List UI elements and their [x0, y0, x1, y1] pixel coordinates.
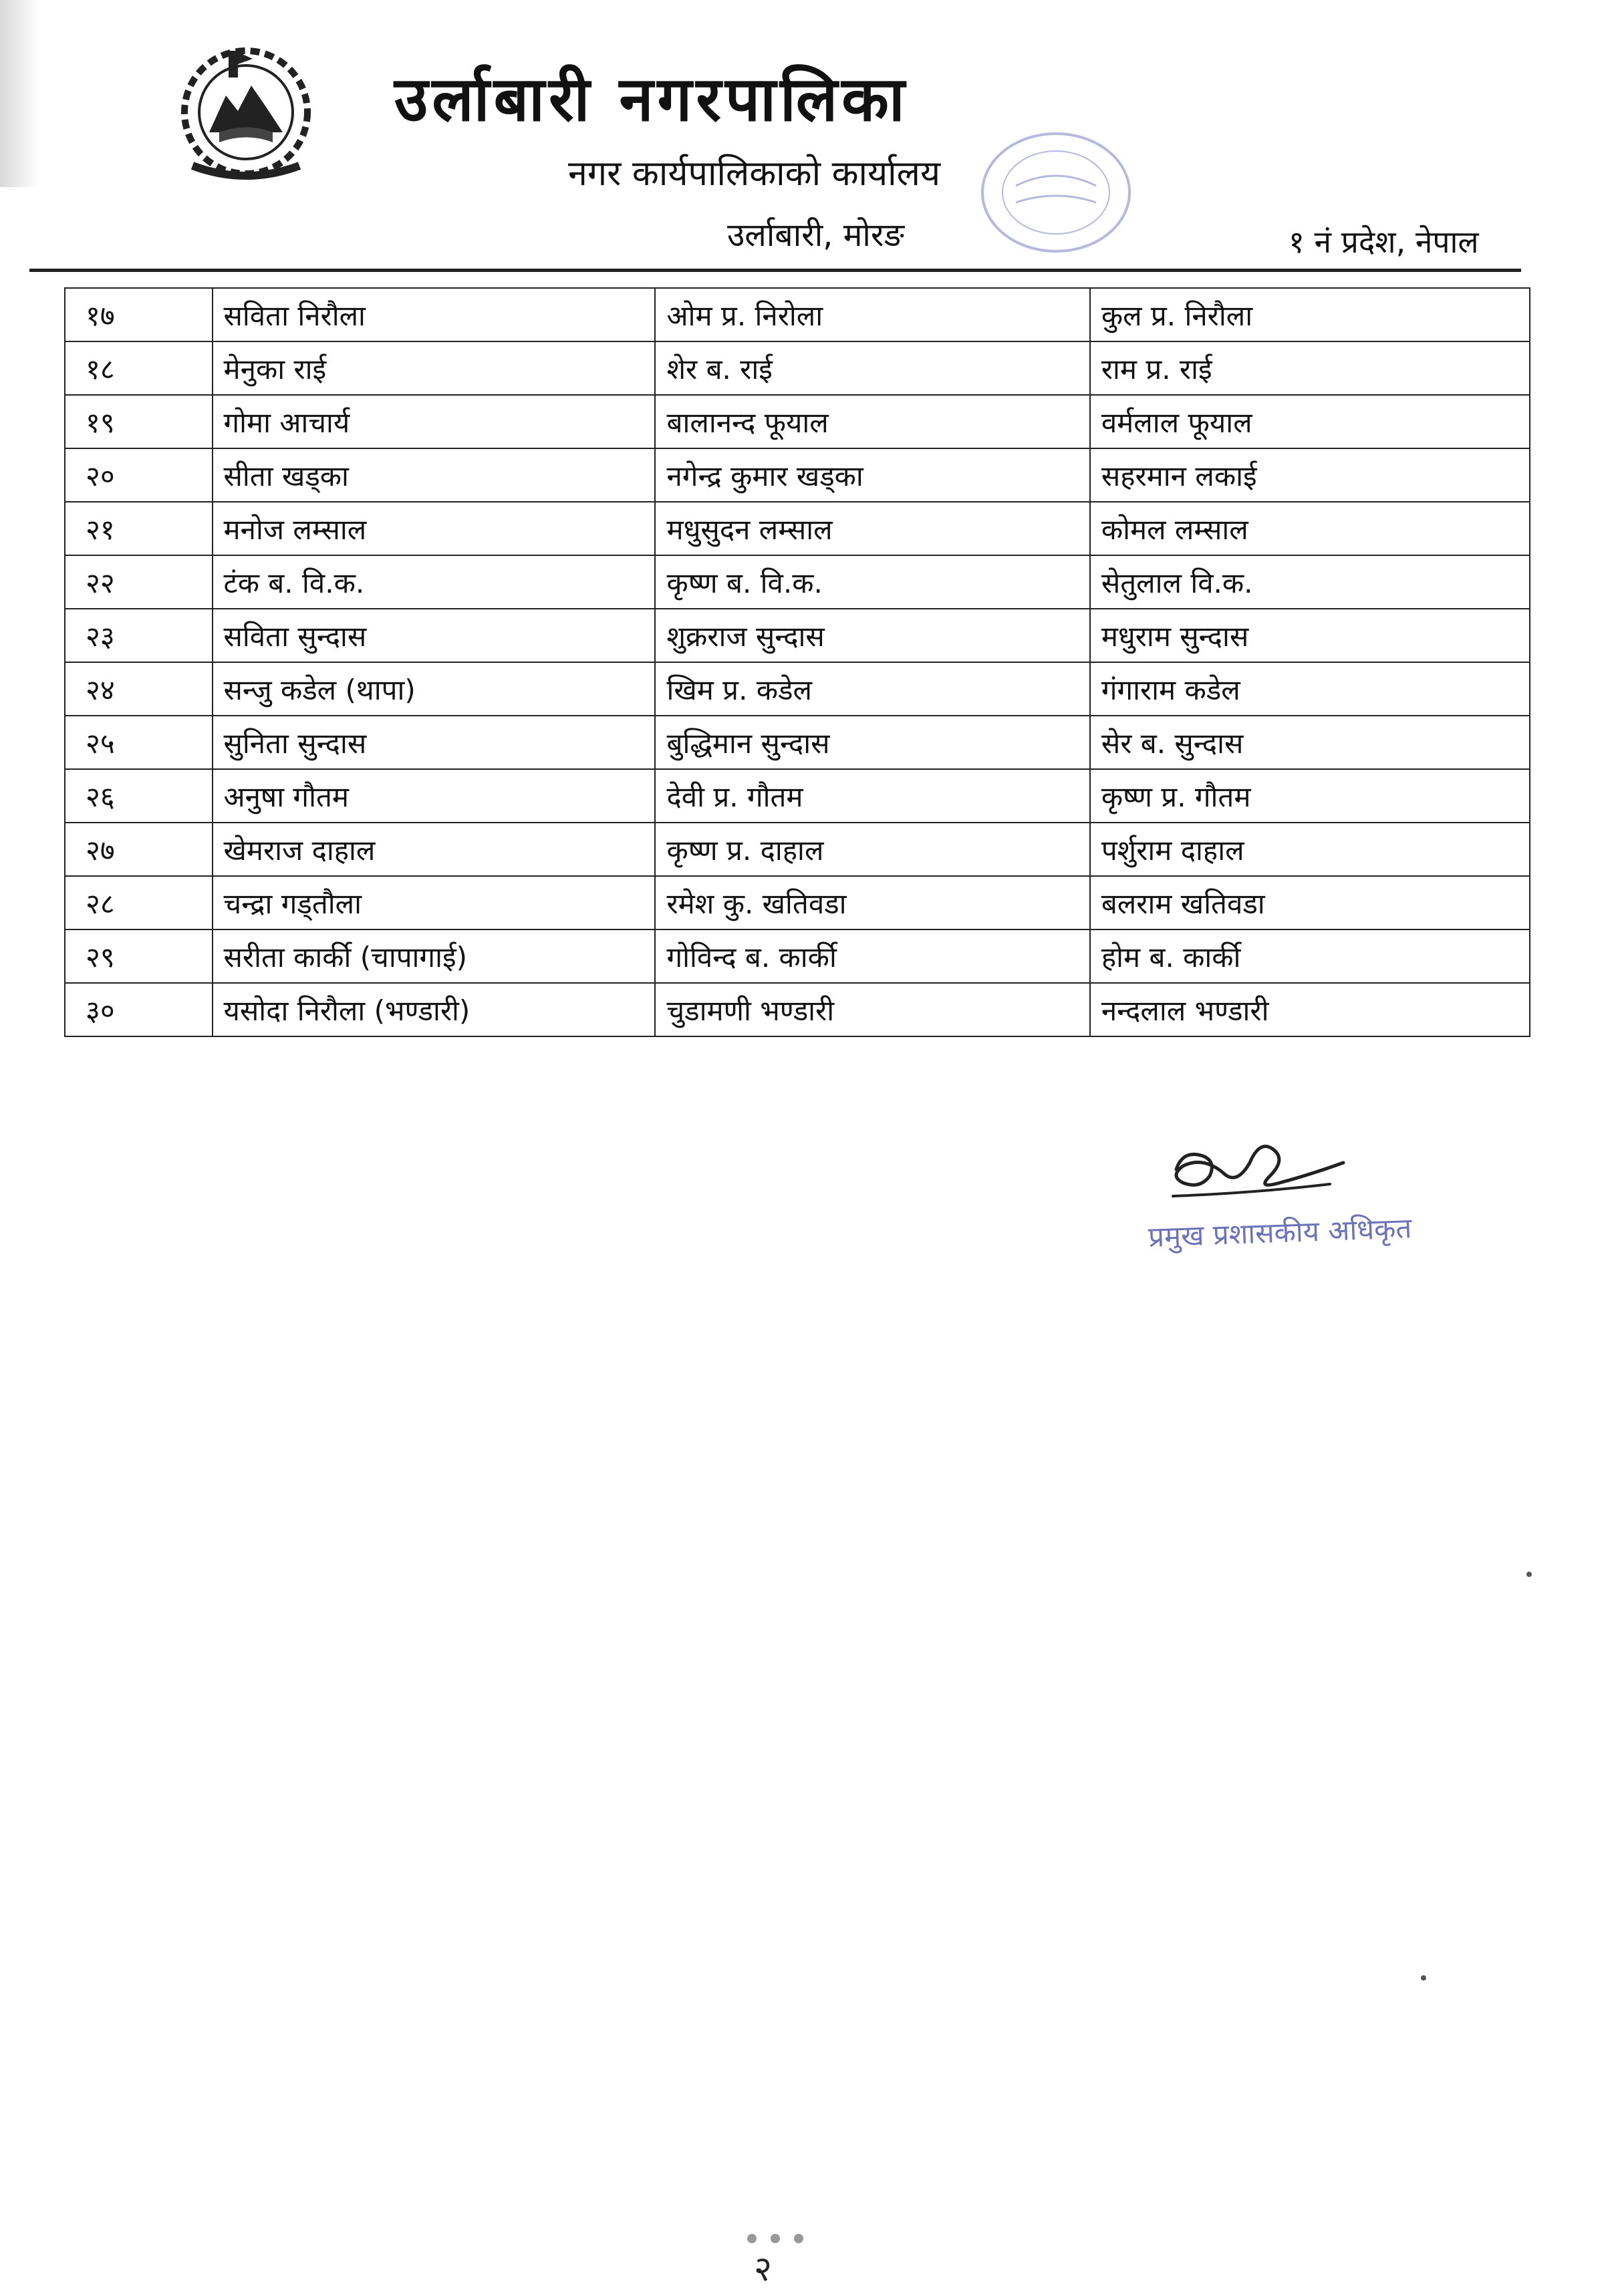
header-divider	[29, 269, 1521, 272]
serial-number: २३	[65, 609, 213, 662]
table-row	[65, 716, 1530, 769]
father-name: कृष्ण ब. वि.क.	[655, 555, 1089, 609]
table-row	[65, 929, 1530, 983]
father-name: बुद्धिमान सुन्दास	[655, 716, 1089, 769]
grandfather-name: कुल प्र. निरौला	[1090, 288, 1530, 341]
person-name: खेमराज दाहाल	[213, 823, 656, 876]
page-dots-icon	[742, 2232, 809, 2245]
grandfather-name: वर्मलाल फूयाल	[1090, 395, 1530, 448]
grandfather-name: सेतुलाल वि.क.	[1090, 555, 1530, 609]
grandfather-name: कोमल लम्साल	[1090, 502, 1530, 555]
serial-number: २१	[65, 502, 213, 555]
grandfather-name: गंगाराम कडेल	[1090, 662, 1530, 716]
father-name: मधुसुदन लम्साल	[655, 502, 1089, 555]
grandfather-name: मधुराम सुन्दास	[1090, 609, 1530, 662]
person-name: मनोज लम्साल	[213, 502, 656, 555]
person-name: टंक ब. वि.क.	[213, 555, 656, 609]
serial-number: २६	[65, 769, 213, 823]
office-subtitle: नगर कार्यपालिकाको कार्यालय	[568, 154, 941, 194]
table-row	[65, 288, 1530, 341]
scan-speck	[1526, 1572, 1532, 1577]
table-row	[65, 341, 1530, 395]
father-name: नगेन्द्र कुमार खड्का	[655, 448, 1089, 502]
table-row	[65, 876, 1530, 929]
father-name: शेर ब. राई	[655, 341, 1089, 395]
father-name: चुडामणी भण्डारी	[655, 983, 1089, 1036]
page-number: २	[754, 2249, 773, 2289]
table-row	[65, 662, 1530, 716]
grandfather-name: बलराम खतिवडा	[1090, 876, 1530, 929]
person-name: सविता सुन्दास	[213, 609, 656, 662]
person-name: चन्द्रा गड्तौला	[213, 876, 656, 929]
father-name: ओम प्र. निरोला	[655, 288, 1089, 341]
person-name: मेनुका राई	[213, 341, 656, 395]
grandfather-name: नन्दलाल भण्डारी	[1090, 983, 1530, 1036]
grandfather-name: पर्शुराम दाहाल	[1090, 823, 1530, 876]
table-row	[65, 448, 1530, 502]
office-address: उर्लाबारी, मोरङ	[727, 217, 905, 254]
province-label: १ नं प्रदेश, नेपाल	[1289, 224, 1479, 260]
table-row	[65, 769, 1530, 823]
serial-number: २९	[65, 929, 213, 983]
person-name: गोमा आचार्य	[213, 395, 656, 448]
person-name: सन्जु कडेल (थापा)	[213, 662, 656, 716]
table-row	[65, 823, 1530, 876]
scan-edge-shadow	[0, 0, 40, 187]
serial-number: २४	[65, 662, 213, 716]
serial-number: ३०	[65, 983, 213, 1036]
father-name: देवी प्र. गौतम	[655, 769, 1089, 823]
serial-number: २८	[65, 876, 213, 929]
grandfather-name: सेर ब. सुन्दास	[1090, 716, 1530, 769]
person-name: सुनिता सुन्दास	[213, 716, 656, 769]
name-list-table	[64, 287, 1530, 1037]
table-row	[65, 502, 1530, 555]
table-row	[65, 395, 1530, 448]
office-stamp-icon	[976, 126, 1136, 259]
nepal-emblem-icon	[172, 32, 319, 186]
serial-number: २०	[65, 448, 213, 502]
father-name: गोविन्द ब. कार्की	[655, 929, 1089, 983]
scan-speck	[1421, 1975, 1426, 1981]
municipality-title: उर्लाबारी नगरपालिका	[394, 63, 909, 135]
serial-number: १८	[65, 341, 213, 395]
person-name: यसोदा निरौला (भण्डारी)	[213, 983, 656, 1036]
serial-number: २२	[65, 555, 213, 609]
serial-number: २७	[65, 823, 213, 876]
grandfather-name: कृष्ण प्र. गौतम	[1090, 769, 1530, 823]
serial-number: १७	[65, 288, 213, 341]
father-name: कृष्ण प्र. दाहाल	[655, 823, 1089, 876]
handwritten-signature-icon	[1163, 1123, 1357, 1209]
grandfather-name: सहरमान लकाई	[1090, 448, 1530, 502]
chief-officer-title: प्रमुख प्रशासकीय अधिकृत	[1148, 1211, 1413, 1254]
table-row	[65, 609, 1530, 662]
table-row	[65, 555, 1530, 609]
person-name: सीता खड्का	[213, 448, 656, 502]
person-name: अनुषा गौतम	[213, 769, 656, 823]
serial-number: १९	[65, 395, 213, 448]
father-name: खिम प्र. कडेल	[655, 662, 1089, 716]
table-row	[65, 983, 1530, 1036]
grandfather-name: होम ब. कार्की	[1090, 929, 1530, 983]
person-name: सरीता कार्की (चापागाई)	[213, 929, 656, 983]
serial-number: २५	[65, 716, 213, 769]
father-name: रमेश कु. खतिवडा	[655, 876, 1089, 929]
person-name: सविता निरौला	[213, 288, 656, 341]
grandfather-name: राम प्र. राई	[1090, 341, 1530, 395]
father-name: बालानन्द फूयाल	[655, 395, 1089, 448]
father-name: शुक्रराज सुन्दास	[655, 609, 1089, 662]
